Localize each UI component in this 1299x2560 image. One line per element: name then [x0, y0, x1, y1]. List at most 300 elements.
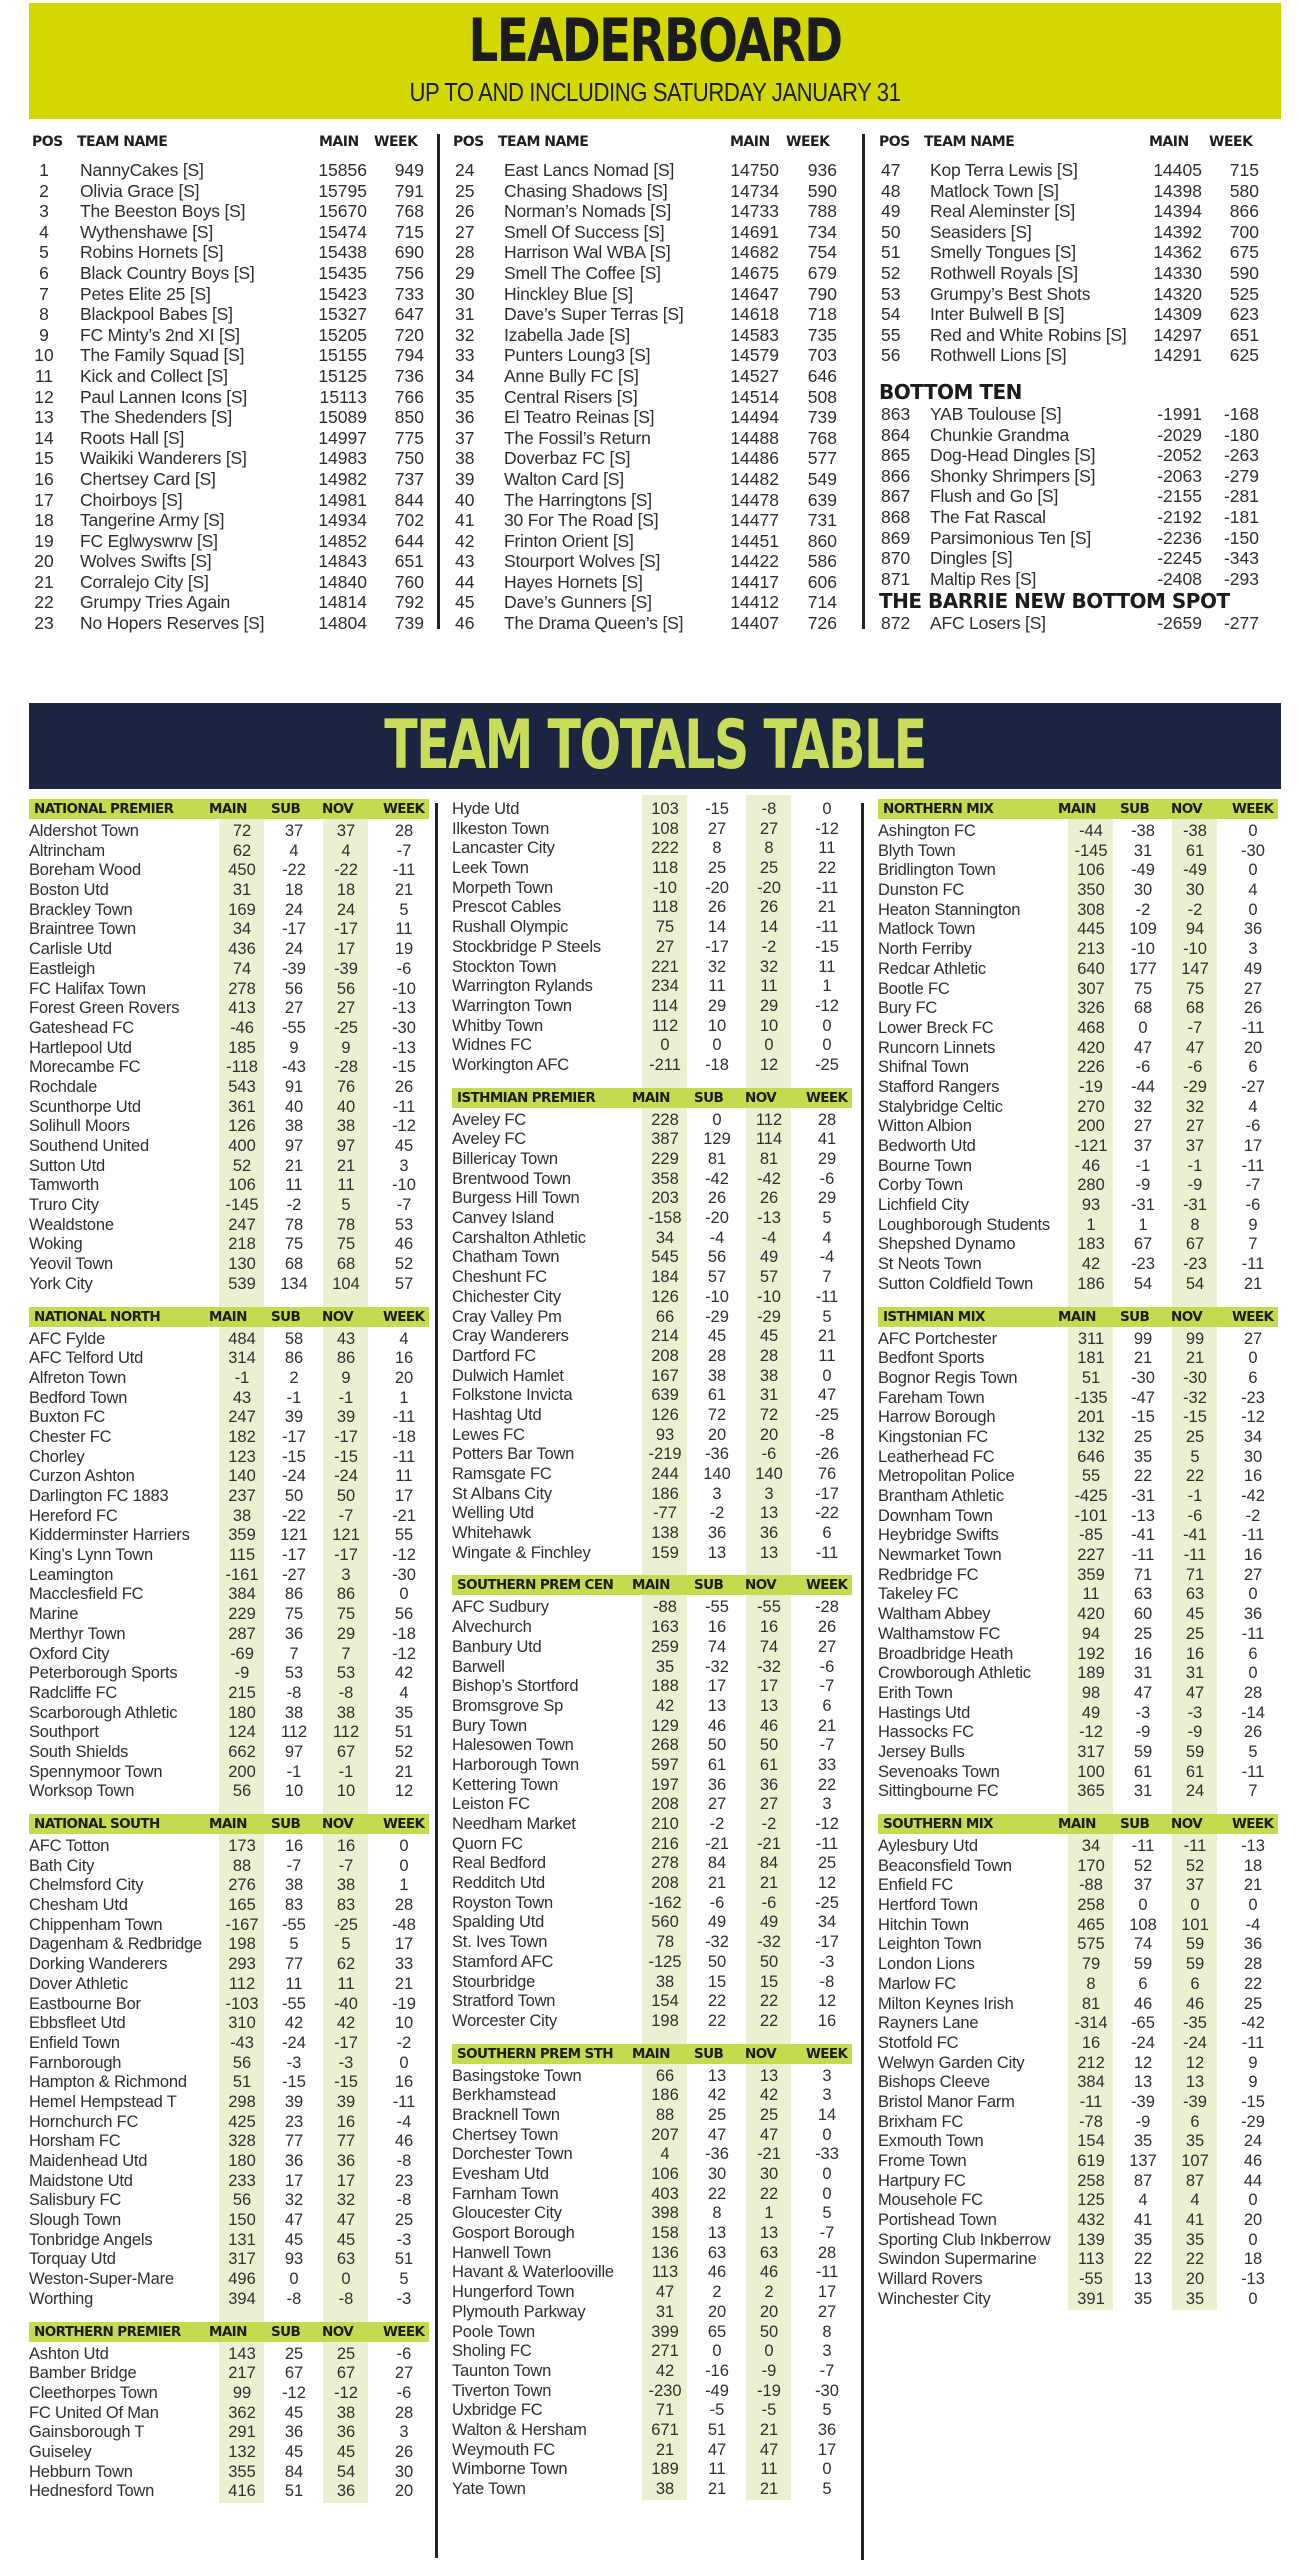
group-spacer — [452, 2032, 852, 2040]
header-main: MAIN — [1058, 801, 1096, 817]
league-name: ISTHMIAN MIX — [883, 1308, 985, 1325]
sub-value: -42 — [705, 1169, 729, 1188]
sub-value: -55 — [282, 1018, 306, 1037]
main-score: 14291 — [1153, 345, 1202, 366]
team-name: YAB Toulouse [S] — [930, 403, 1062, 424]
week-score: 718 — [807, 304, 837, 325]
sub-value: 75 — [1133, 979, 1153, 998]
sub-value: 46 — [707, 2263, 727, 2282]
main-value: 56 — [232, 2191, 252, 2210]
nov-value: -17 — [334, 1546, 358, 1565]
sub-value: 37 — [1133, 1876, 1153, 1895]
week-value: -30 — [392, 1018, 416, 1037]
nov-value: 38 — [759, 1366, 779, 1385]
team-name: Rothwell Lions [S] — [930, 345, 1067, 366]
week-value: 44 — [1243, 2171, 1263, 2190]
team-name: Frinton Orient [S] — [504, 530, 634, 551]
sub-value: -36 — [705, 1445, 729, 1464]
sub-value: 13 — [707, 1696, 727, 1715]
sub-value: 13 — [707, 2224, 727, 2243]
sub-value: 87 — [1133, 2171, 1153, 2190]
team-row — [29, 1330, 429, 1350]
week-score: 714 — [807, 592, 837, 613]
week-value: 3 — [399, 2423, 409, 2442]
nov-value: -23 — [1183, 1255, 1207, 1274]
team-name: Grumpy Tries Again — [80, 592, 231, 613]
team-row — [452, 2480, 852, 2500]
header-nov: NOV — [322, 1816, 354, 1832]
column-divider — [435, 803, 438, 2558]
week-value: -29 — [1241, 2112, 1265, 2131]
team-row — [878, 2172, 1278, 2192]
nov-value: 13 — [759, 2224, 779, 2243]
team-name: Banbury Utd — [452, 1637, 542, 1656]
main-value: 233 — [228, 2171, 256, 2190]
team-name: Chasing Shadows [S] — [504, 180, 668, 201]
team-row — [29, 901, 429, 921]
team-name: Norman’s Nomads [S] — [504, 201, 672, 222]
team-name: Chippenham Town — [29, 1915, 163, 1934]
sub-value: -9 — [1135, 2112, 1151, 2131]
team-row — [29, 1216, 429, 1236]
sub-value: -15 — [282, 1447, 306, 1466]
nov-value: 27 — [759, 1795, 779, 1814]
team-row — [452, 1445, 852, 1465]
leaderboard-row — [879, 181, 1281, 202]
main-value: 328 — [228, 2132, 256, 2151]
nov-value: -2 — [761, 1815, 777, 1833]
nov-value: -8 — [338, 1683, 354, 1702]
leaderboard-row — [453, 510, 865, 531]
main-value: 399 — [651, 2322, 679, 2341]
team-totals-table — [29, 795, 1281, 2555]
sub-value: 45 — [284, 2442, 304, 2461]
week-score: 679 — [807, 262, 837, 283]
week-value: 12 — [817, 1992, 837, 2011]
nov-value: 38 — [336, 1117, 356, 1136]
week-value: -2 — [396, 2033, 412, 2052]
main-value: 42 — [655, 2361, 675, 2380]
team-row — [29, 960, 429, 980]
team-row — [452, 1913, 852, 1933]
leaderboard-row — [453, 592, 865, 613]
week-value: -8 — [396, 2152, 412, 2170]
week-value: -12 — [1241, 1408, 1265, 1427]
leaderboard-row — [29, 201, 439, 222]
nov-value: 86 — [336, 1349, 356, 1368]
week-score: 644 — [394, 530, 424, 551]
main-score: 15423 — [318, 283, 367, 304]
team-name: Stourport Wolves [S] — [504, 551, 661, 572]
nov-value: -10 — [1183, 940, 1207, 959]
team-name: Blyth Town — [878, 841, 956, 860]
team-name: Gosport Borough — [452, 2224, 575, 2243]
sub-value: 36 — [707, 1775, 727, 1794]
team-row — [878, 1389, 1278, 1409]
week-value: 21 — [817, 1716, 837, 1735]
leaderboard-row — [29, 551, 439, 572]
week-value: 0 — [1248, 900, 1258, 919]
header-sub: SUB — [1120, 1308, 1150, 1325]
leaderboard-table — [29, 128, 1281, 694]
nov-value: 21 — [336, 1156, 356, 1175]
team-position: 14 — [34, 427, 54, 448]
team-row — [452, 938, 852, 958]
team-row — [452, 2012, 852, 2032]
main-value: 308 — [1077, 900, 1105, 919]
main-score: 14934 — [318, 510, 367, 531]
sub-value: -7 — [286, 1856, 302, 1875]
sub-value: 36 — [284, 1624, 304, 1643]
nov-value: 36 — [336, 2152, 356, 2170]
sub-value: 39 — [284, 1408, 304, 1427]
header-nov: NOV — [322, 2323, 354, 2340]
sub-value: 32 — [284, 2191, 304, 2210]
nov-value: 42 — [336, 2014, 356, 2033]
main-value: 391 — [1077, 2289, 1105, 2308]
main-score: 15125 — [318, 365, 367, 386]
nov-value: -15 — [1183, 1408, 1207, 1427]
main-value: 247 — [228, 1215, 256, 1234]
sub-value: -55 — [282, 1994, 306, 2013]
team-name: Canvey Island — [452, 1209, 554, 1228]
nov-value: 26 — [759, 898, 779, 917]
week-value: 1 — [399, 1388, 409, 1407]
nov-value: -6 — [1187, 1506, 1203, 1525]
leaderboard-row — [29, 222, 439, 243]
leaderboard-subtitle: UP TO AND INCLUDING SATURDAY JANUARY 31 — [409, 77, 901, 107]
team-row — [452, 2342, 852, 2362]
team-name: Leighton Town — [878, 1935, 982, 1954]
team-row — [452, 1268, 852, 1288]
nov-value: 4 — [1190, 2191, 1200, 2210]
main-score: 15474 — [318, 221, 367, 242]
nov-value: 31 — [759, 1386, 779, 1405]
week-score: 549 — [807, 468, 837, 489]
main-value: 543 — [228, 1077, 256, 1096]
team-name: Gateshead FC — [29, 1018, 134, 1037]
main-score: 14417 — [730, 571, 779, 592]
sub-value: 41 — [1133, 2211, 1153, 2230]
nov-value: -30 — [1183, 1368, 1207, 1387]
week-value: 7 — [1248, 1782, 1258, 1801]
team-name: Izabella Jade [S] — [504, 324, 630, 345]
team-name: Redcar Athletic — [878, 959, 986, 978]
team-name: Portishead Town — [878, 2211, 997, 2230]
team-row — [878, 1857, 1278, 1877]
main-value: 154 — [1077, 2132, 1105, 2151]
main-value: 106 — [1077, 861, 1105, 880]
sub-value: 26 — [707, 1189, 727, 1208]
sub-value: -44 — [1131, 1077, 1155, 1096]
week-value: 55 — [394, 1526, 414, 1545]
week-value: -10 — [392, 979, 416, 998]
sub-value: 4 — [289, 841, 299, 860]
team-row — [878, 1566, 1278, 1586]
team-name: Darlington FC 1883 — [29, 1487, 169, 1505]
header-sub: SUB — [271, 2323, 301, 2340]
week-score: 734 — [807, 221, 837, 242]
sub-value: -29 — [705, 1307, 729, 1326]
main-value: 420 — [1077, 1038, 1105, 1057]
team-name: Eastbourne Bor — [29, 1994, 141, 2013]
sub-value: 0 — [712, 1110, 722, 1129]
week-score: 768 — [807, 427, 837, 448]
team-name: Stalybridge Celtic — [878, 1097, 1003, 1116]
header-week: WEEK — [786, 134, 830, 150]
sub-value: 13 — [1133, 2073, 1153, 2092]
nov-value: 13 — [759, 1504, 779, 1523]
week-value: 9 — [1248, 2073, 1258, 2092]
main-value: 131 — [228, 2230, 256, 2249]
main-value: 8 — [1086, 1974, 1096, 1993]
main-value: 170 — [1077, 1856, 1105, 1875]
nov-value: 62 — [336, 1955, 356, 1974]
week-value: 5 — [822, 2480, 832, 2498]
main-value: 358 — [651, 1169, 679, 1188]
team-name: Walton & Hersham — [452, 2420, 587, 2439]
week-value: 17 — [394, 1487, 414, 1505]
sub-value: 38 — [284, 1876, 304, 1895]
sub-value: 30 — [707, 2165, 727, 2183]
nov-value: 14 — [759, 918, 779, 937]
main-score: 14297 — [1153, 324, 1202, 345]
sub-value: -16 — [705, 2361, 729, 2380]
week-score: 731 — [807, 510, 837, 531]
team-row — [452, 2303, 852, 2323]
team-name: AFC Totton — [29, 1837, 110, 1855]
nov-value: 36 — [336, 2423, 356, 2442]
header-main: MAIN — [1058, 1308, 1096, 1325]
team-name: FC Minty’s 2nd XI [S] — [80, 324, 240, 345]
main-score: 14486 — [730, 448, 779, 469]
sub-value: -6 — [1135, 1058, 1151, 1077]
main-value: 394 — [228, 2289, 256, 2308]
team-row — [29, 1058, 429, 1078]
sub-value: 10 — [707, 1016, 727, 1035]
nov-value: 25 — [1185, 1624, 1205, 1643]
sub-value: -17 — [705, 937, 729, 956]
nov-value: -10 — [757, 1287, 781, 1306]
week-value: 22 — [817, 1775, 837, 1794]
team-name: Chatham Town — [452, 1248, 560, 1267]
team-name: Stamford AFC — [452, 1952, 554, 1971]
main-value: 575 — [1077, 1935, 1105, 1954]
team-name: Central Risers [S] — [504, 386, 638, 407]
team-row — [29, 1137, 429, 1157]
header-main: MAIN — [209, 1308, 247, 1325]
week-score: 651 — [1229, 324, 1259, 345]
team-row — [452, 800, 852, 820]
team-position: 16 — [34, 468, 54, 489]
sub-value: 51 — [707, 2420, 727, 2439]
team-name: Eastleigh — [29, 959, 96, 978]
leaderboard-row — [453, 448, 865, 469]
main-value: 66 — [655, 2066, 675, 2085]
team-name: Evesham Utd — [452, 2165, 549, 2183]
sub-value: -4 — [709, 1228, 725, 1247]
sub-value: 11 — [285, 1974, 303, 1993]
team-row — [452, 1504, 852, 1524]
sub-value: -8 — [286, 1683, 302, 1702]
main-score: 15089 — [318, 407, 367, 428]
header-nov: NOV — [1171, 1816, 1203, 1832]
header-nov: NOV — [745, 2045, 777, 2062]
team-row — [452, 1874, 852, 1894]
main-value: 51 — [1081, 1368, 1101, 1387]
week-score: 590 — [807, 180, 837, 201]
team-row — [452, 1465, 852, 1485]
week-score: 739 — [807, 407, 837, 428]
leaderboard-row — [453, 325, 865, 346]
leaderboard-row — [453, 284, 865, 305]
team-name: Uxbridge FC — [452, 2401, 543, 2420]
team-name: Wythenshawe [S] — [80, 221, 214, 242]
team-name: Mousehole FC — [878, 2191, 983, 2210]
team-name: Enfield Town — [29, 2033, 120, 2052]
main-value: 307 — [1077, 979, 1105, 998]
header-sub: SUB — [694, 1577, 724, 1594]
nov-value: -2 — [1187, 900, 1203, 919]
team-row — [29, 881, 429, 901]
sub-value: 45 — [284, 2230, 304, 2249]
team-row — [452, 1111, 852, 1131]
sub-value: 21 — [284, 1156, 304, 1175]
leaderboard-column-header — [29, 128, 439, 160]
team-row — [452, 2460, 852, 2480]
team-row — [878, 2093, 1278, 2113]
team-name: Shifnal Town — [878, 1058, 969, 1077]
nov-value: 1 — [764, 2204, 774, 2223]
week-value: 27 — [1243, 979, 1263, 998]
sub-value: 63 — [1133, 1585, 1153, 1604]
nov-value: 28 — [759, 1346, 779, 1365]
week-score: 606 — [807, 571, 837, 592]
group-spacer — [452, 1076, 852, 1084]
leaderboard-row — [879, 425, 1281, 446]
team-row — [29, 1389, 429, 1409]
week-value: 27 — [1243, 1565, 1263, 1584]
leaderboard-row — [29, 345, 439, 366]
league-name: NORTHERN PREMIER — [34, 2323, 181, 2340]
leaderboard-row — [453, 160, 865, 181]
leaderboard-row — [29, 304, 439, 325]
team-name: Burgess Hill Town — [452, 1189, 580, 1208]
week-score: 754 — [807, 242, 837, 263]
team-row — [29, 1723, 429, 1743]
team-name: Hertford Town — [878, 1896, 978, 1915]
team-name: Southport — [29, 1723, 99, 1742]
team-name: Dave’s Gunners [S] — [504, 592, 652, 613]
sub-value: -17 — [282, 1546, 306, 1565]
sub-value: 11 — [708, 977, 726, 996]
team-name: Ramsgate FC — [452, 1465, 552, 1483]
main-score: 14982 — [318, 468, 367, 489]
week-value: -6 — [396, 2383, 412, 2402]
nov-value: 13 — [759, 1543, 779, 1562]
sub-value: 50 — [707, 1736, 727, 1755]
main-value: 384 — [1077, 2073, 1105, 2092]
team-name: Scunthorpe Utd — [29, 1097, 141, 1116]
header-week: WEEK — [1232, 1816, 1274, 1832]
team-name: Marlow FC — [878, 1974, 956, 1993]
team-row — [878, 2014, 1278, 2034]
main-score: 14407 — [730, 613, 779, 634]
team-name: Maidstone Utd — [29, 2171, 133, 2190]
main-value: 4 — [660, 2145, 670, 2164]
sub-value: 37 — [1133, 1137, 1153, 1155]
nov-value: 9 — [341, 1038, 351, 1057]
team-position: 863 — [881, 403, 911, 424]
main-value: 539 — [228, 1274, 256, 1293]
week-value: -48 — [392, 1915, 416, 1934]
team-name: The Drama Queen’s [S] — [504, 613, 684, 634]
main-value: 27 — [655, 937, 675, 956]
team-position: 26 — [455, 201, 475, 222]
week-value: -25 — [815, 1893, 839, 1912]
sub-value: 31 — [1133, 841, 1153, 860]
team-row — [452, 2067, 852, 2087]
main-value: 129 — [651, 1716, 679, 1735]
week-value: 27 — [1243, 1329, 1263, 1348]
team-row — [29, 1526, 429, 1546]
main-value: 74 — [232, 959, 252, 978]
sub-value: -12 — [282, 2383, 306, 2402]
team-row — [29, 2073, 429, 2093]
week-value: -7 — [396, 1196, 412, 1215]
team-name: Brantham Athletic — [878, 1487, 1004, 1505]
team-name: Dulwich Hamlet — [452, 1366, 564, 1385]
leaderboard-row — [29, 284, 439, 305]
team-name: Hebburn Town — [29, 2462, 133, 2481]
team-position: 28 — [455, 242, 475, 263]
main-score: 14478 — [730, 489, 779, 510]
team-row — [878, 1448, 1278, 1468]
team-name: Slough Town — [29, 2211, 121, 2230]
week-value: -6 — [396, 959, 412, 978]
team-row — [878, 2270, 1278, 2290]
week-value: 21 — [817, 1327, 837, 1346]
main-value: 56 — [232, 2053, 252, 2072]
main-value: -145 — [1074, 841, 1108, 860]
sub-value: -32 — [705, 1657, 729, 1676]
team-name: Forest Green Rovers — [29, 999, 180, 1018]
sub-value: 15 — [707, 1972, 727, 1991]
week-score: -281 — [1223, 486, 1259, 507]
nov-value: -20 — [757, 878, 781, 897]
week-score: 949 — [394, 160, 424, 180]
league-group — [878, 1295, 1278, 1803]
team-row — [452, 1209, 852, 1229]
main-value: 287 — [228, 1624, 256, 1643]
nov-value: 57 — [759, 1268, 779, 1287]
main-value: 62 — [232, 841, 252, 860]
nov-value: 140 — [755, 1465, 783, 1483]
team-row — [29, 940, 429, 960]
team-row — [29, 1507, 429, 1527]
team-row — [452, 1756, 852, 1776]
team-position: 49 — [881, 201, 901, 222]
team-name: Redditch Utd — [452, 1874, 545, 1893]
team-name: Robins Hornets [S] — [80, 242, 224, 263]
week-value: -25 — [815, 1055, 839, 1074]
nov-value: 49 — [759, 1248, 779, 1267]
week-value: -7 — [819, 1677, 835, 1696]
team-name: Bishop’s Stortford — [452, 1677, 579, 1696]
nov-value: -7 — [338, 1506, 354, 1525]
week-value: 4 — [1248, 1097, 1258, 1116]
week-value: 27 — [817, 2302, 837, 2321]
